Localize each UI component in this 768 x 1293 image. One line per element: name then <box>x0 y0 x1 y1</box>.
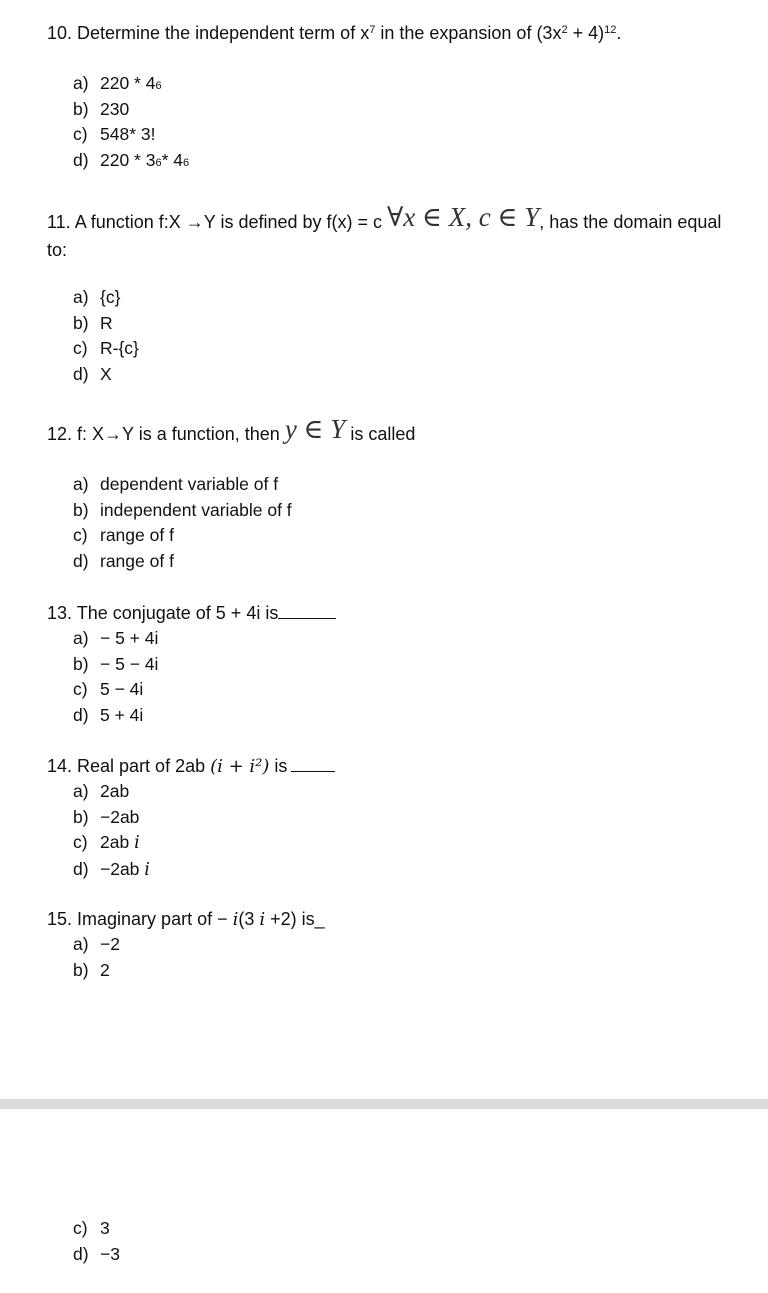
option-text: 220 * 4 <box>100 73 156 93</box>
question-10-options <box>73 71 189 174</box>
math-expression: i <box>259 909 266 930</box>
option-a[interactable] <box>73 626 158 652</box>
option-text: −3 <box>100 1243 120 1264</box>
option-label: c) <box>73 1218 88 1238</box>
option-text: R-{c} <box>100 338 139 359</box>
option-label: c) <box>73 832 88 853</box>
question-10-text: . <box>616 23 622 43</box>
option-label: b) <box>73 806 89 827</box>
option-text: range of f <box>100 551 174 572</box>
option-text: 220 * 3 <box>100 150 156 171</box>
option-b[interactable] <box>73 498 292 524</box>
option-text: −2ab <box>100 859 145 880</box>
option-d[interactable] <box>73 362 139 388</box>
option-text: 2ab <box>100 832 135 853</box>
option-c[interactable] <box>73 677 158 703</box>
math-expression: i <box>232 909 239 930</box>
question-15-text: +2) is_ <box>265 909 325 929</box>
option-d[interactable]: d) 220 * 3 6 * 4 6 <box>73 148 189 174</box>
option-d[interactable] <box>73 857 150 884</box>
question-12-options <box>73 472 292 575</box>
option-text: −2ab <box>100 806 140 827</box>
option-label: b) <box>73 312 89 333</box>
option-b[interactable] <box>73 958 120 984</box>
answer-blank[interactable] <box>278 616 336 619</box>
option-c[interactable] <box>73 523 292 549</box>
question-14-text: 14. Real part of 2ab <box>47 756 211 776</box>
option-text: range of f <box>100 525 174 546</box>
question-12-text: 12. f: X→Y is a function, then <box>47 424 285 444</box>
option-text: 548* 3! <box>100 124 156 145</box>
question-15 <box>47 906 325 933</box>
option-b[interactable] <box>73 97 189 123</box>
question-14 <box>47 753 335 780</box>
option-c[interactable] <box>73 122 189 148</box>
question-11-text: , has the domain equal to: <box>47 212 722 260</box>
option-label: a) <box>73 474 89 494</box>
option-d[interactable] <box>73 1242 120 1268</box>
math-expression: i <box>144 860 150 881</box>
page-break-divider <box>0 1099 768 1109</box>
answer-blank[interactable] <box>291 769 335 772</box>
question-14-options <box>73 779 150 884</box>
option-text: 5 − 4i <box>100 679 144 700</box>
option-a[interactable] <box>73 779 150 805</box>
question-13-options <box>73 626 158 729</box>
question-11-options <box>73 285 139 388</box>
option-text: 3 <box>100 1218 110 1238</box>
exponent: 7 <box>369 24 376 36</box>
option-text: independent variable of f <box>100 499 292 520</box>
option-b[interactable] <box>73 805 150 831</box>
math-expression: y ∈ Y <box>284 414 346 444</box>
option-text: 2ab <box>100 781 130 801</box>
option-text: {c} <box>100 287 121 307</box>
option-text: 5 + 4i <box>100 705 144 726</box>
question-15-text: 15. Imaginary part of − <box>47 909 233 929</box>
question-15-text: (3 <box>238 909 260 929</box>
exponent: 12 <box>604 24 617 36</box>
question-13 <box>47 600 336 626</box>
option-d[interactable] <box>73 703 158 729</box>
option-label: b) <box>73 98 89 119</box>
option-label: b) <box>73 959 89 980</box>
option-c[interactable] <box>73 336 139 362</box>
option-label: d) <box>73 705 89 726</box>
option-label: a) <box>73 934 89 954</box>
question-10 <box>47 20 621 46</box>
option-text: 230 <box>100 98 130 119</box>
option-d[interactable] <box>73 549 292 575</box>
option-a[interactable]: a) 220 * 4 6 <box>73 71 189 97</box>
question-10-text: 10. Determine the independent term of x <box>47 23 370 43</box>
option-text: 2 <box>100 959 110 980</box>
option-text: X <box>100 364 112 385</box>
question-10-text: + 4) <box>567 23 605 43</box>
option-a[interactable] <box>73 472 292 498</box>
option-c[interactable] <box>73 1216 120 1242</box>
option-label: a) <box>73 781 89 801</box>
option-text: R <box>100 312 113 333</box>
option-label: a) <box>73 287 89 307</box>
option-label: c) <box>73 525 88 546</box>
option-b[interactable] <box>73 652 158 678</box>
option-label: a) <box>73 628 89 648</box>
question-11-text: 11. A function f:X →Y is defined by f(x) = c <box>47 212 388 232</box>
question-14-text: is <box>269 756 288 776</box>
option-text: dependent variable of f <box>100 474 279 494</box>
question-12 <box>47 416 415 447</box>
exponent: 2 <box>561 24 568 36</box>
option-text: − 5 + 4i <box>100 628 159 648</box>
option-label: d) <box>73 150 89 171</box>
question-15-options-continued <box>73 1216 120 1267</box>
option-label: c) <box>73 338 88 359</box>
option-label: c) <box>73 124 88 145</box>
option-label: d) <box>73 551 89 572</box>
option-text: * 4 <box>161 150 183 171</box>
option-label: b) <box>73 653 89 674</box>
question-13-text: 13. The conjugate of 5 + 4i is <box>47 603 279 623</box>
math-expression: ∀x ∈ X, c ∈ Y <box>387 202 540 232</box>
option-text: −2 <box>100 934 120 954</box>
option-label: b) <box>73 499 89 520</box>
math-expression: i <box>134 833 140 854</box>
question-10-text: in the expansion of (3x <box>375 23 562 43</box>
math-expression: (i + i²) <box>210 756 270 777</box>
option-a[interactable] <box>73 285 139 311</box>
option-label: d) <box>73 1243 89 1264</box>
question-15-options <box>73 932 120 983</box>
question-11 <box>47 203 737 264</box>
option-label: c) <box>73 679 88 700</box>
option-a[interactable] <box>73 932 120 958</box>
option-label: d) <box>73 859 89 880</box>
option-label: d) <box>73 364 89 385</box>
option-c[interactable] <box>73 830 150 857</box>
option-label: a) <box>73 73 89 93</box>
option-b[interactable] <box>73 311 139 337</box>
question-12-text: is called <box>345 424 416 444</box>
option-text: − 5 − 4i <box>100 653 159 674</box>
